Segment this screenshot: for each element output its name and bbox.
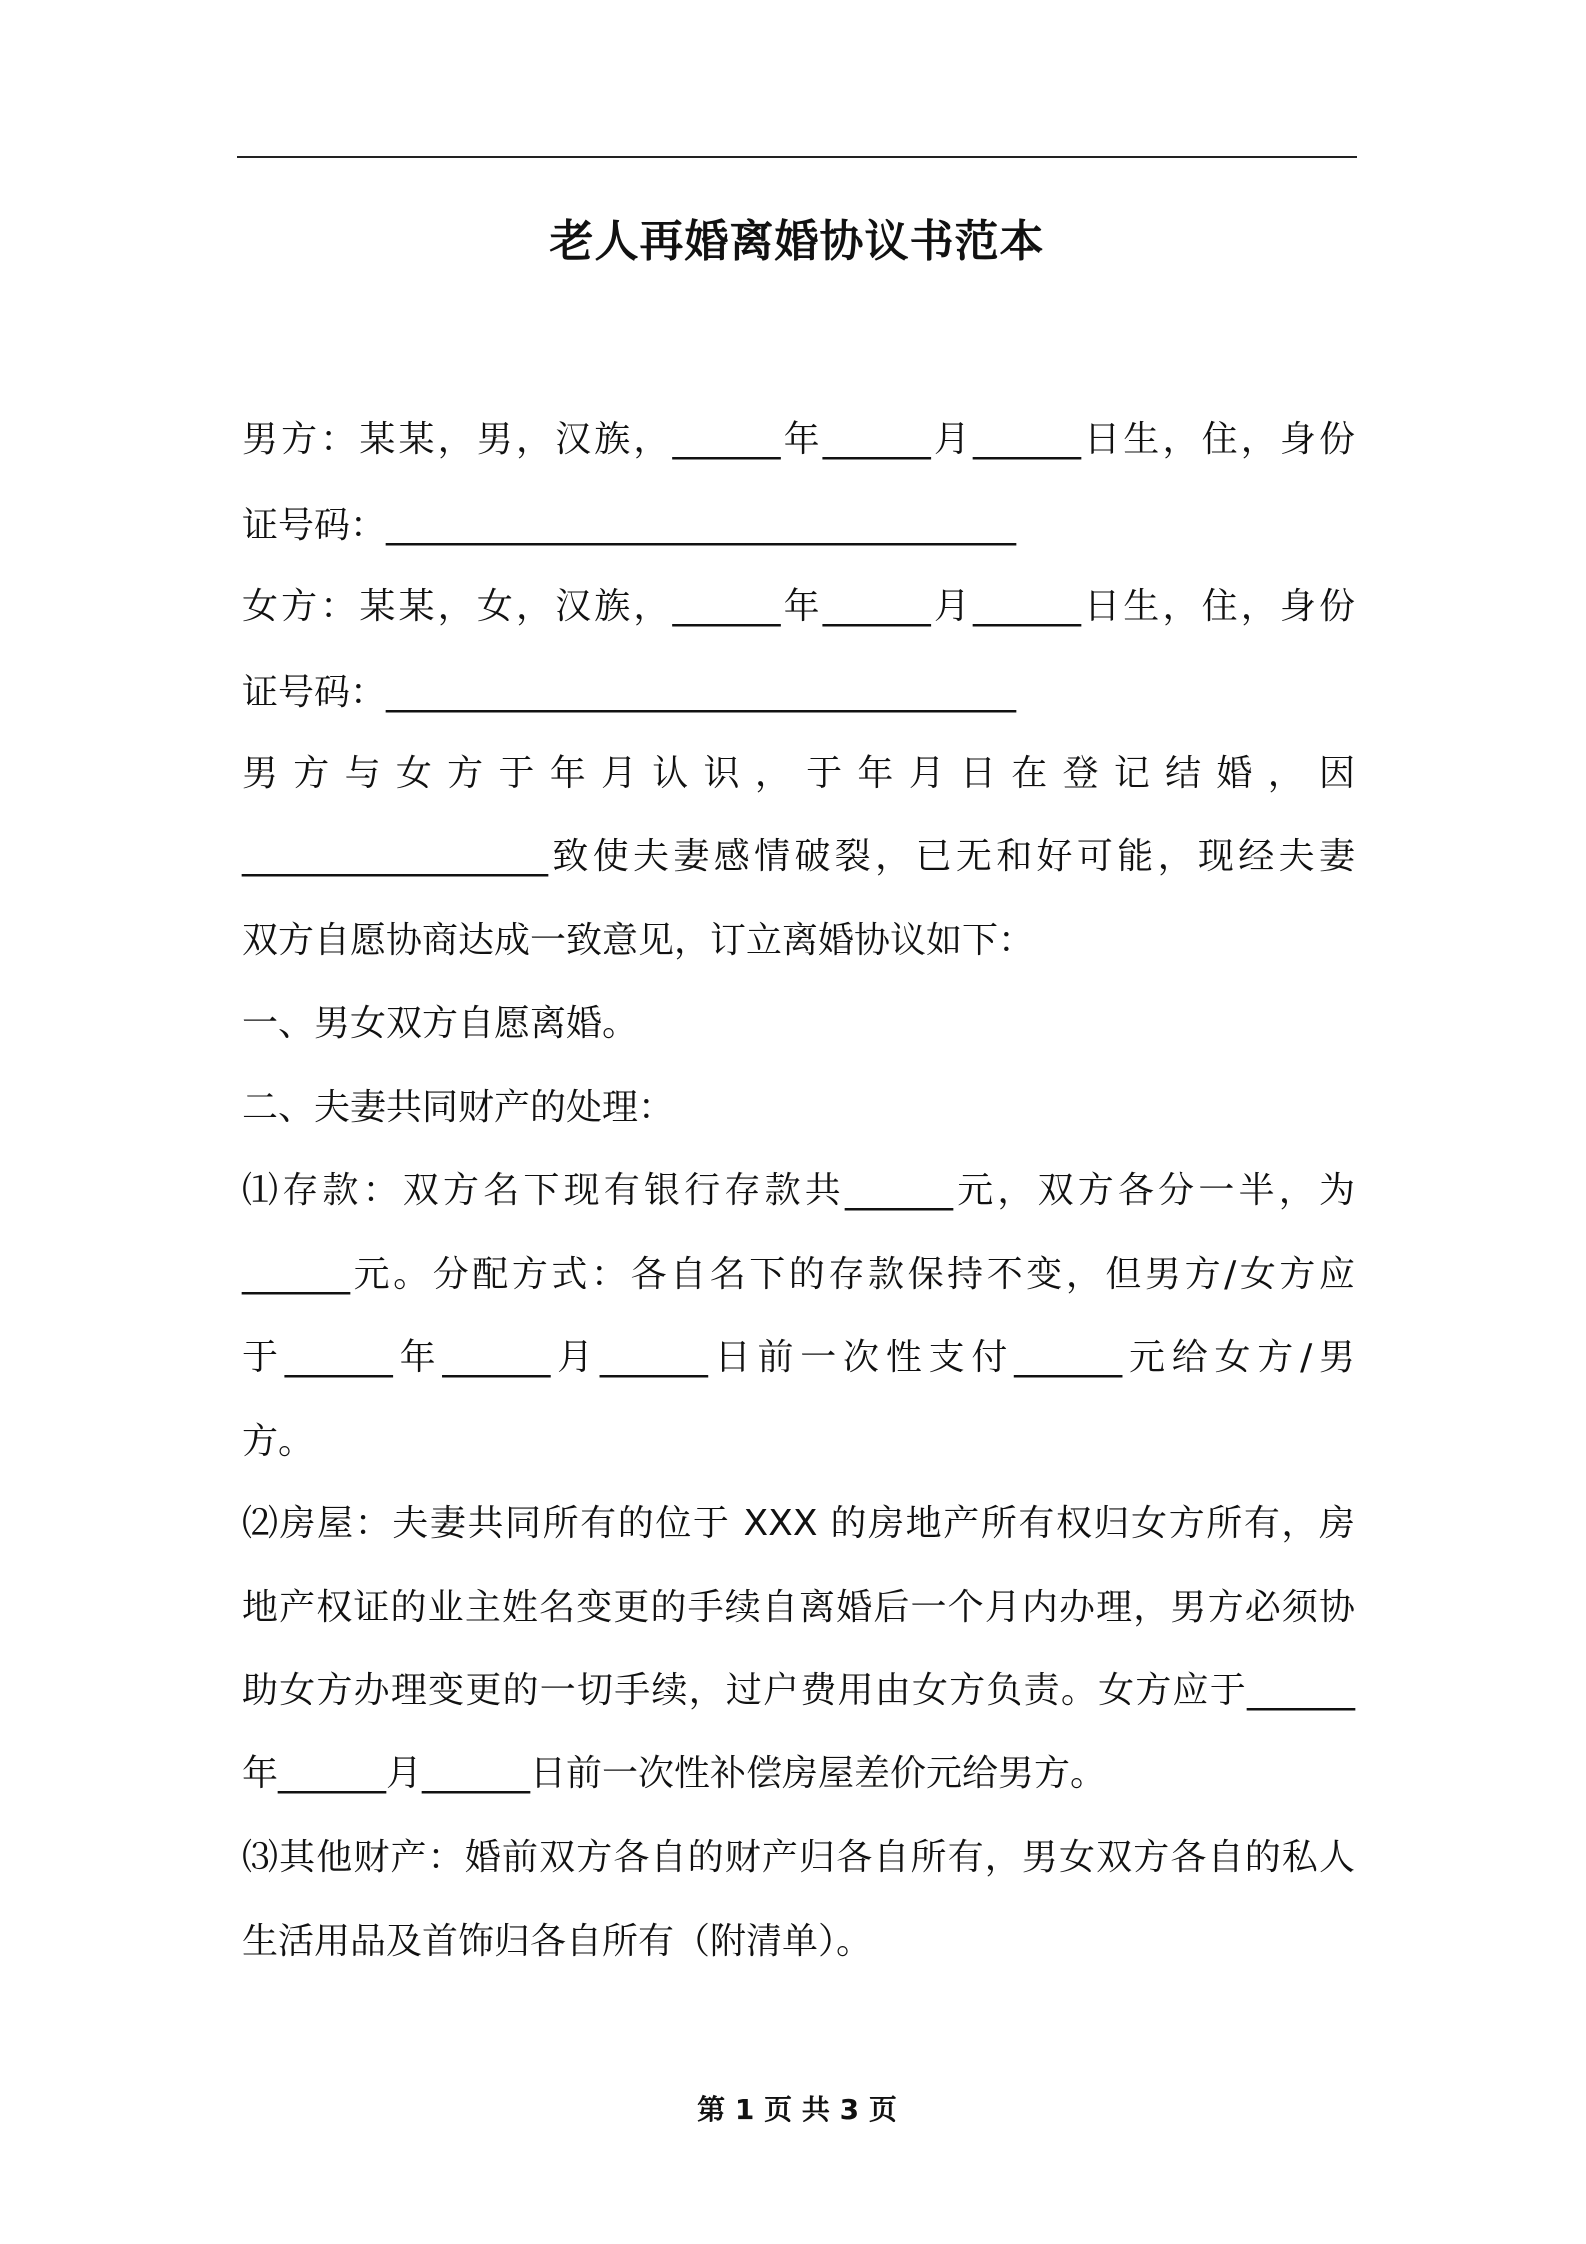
text-line: 助女方办理变更的一切手续，过户费用由女方负责。女方应于______ bbox=[242, 1670, 1355, 1711]
document-title: 老人再婚离婚协议书范本 bbox=[549, 216, 1045, 267]
text-line: 生活用品及首饰归各自所有（附清单）。 bbox=[242, 1921, 873, 1962]
section-heading: 二、夫妻共同财产的处理： bbox=[242, 1087, 675, 1128]
text-line: 地产权证的业主姓名变更的手续自离婚后一个月内办理，男方必须协 bbox=[242, 1587, 1355, 1628]
text-line: 男 方 与 女 方 于 年 月 认 识 ， 于 年 月 日 在 登 记 结 婚 ， 因 bbox=[242, 753, 1355, 794]
text-line: 证号码：___________________________________ bbox=[242, 672, 1017, 713]
text-line: 方。 bbox=[242, 1421, 315, 1462]
text-line: 双方自愿协商达成一致意见，订立离婚协议如下： bbox=[242, 920, 1035, 961]
text-line: 女方：某某，女，汉族，______年______月______日生，住，身份 bbox=[242, 586, 1355, 627]
text-line: 年______月______日前一次性补偿房屋差价元给男方。 bbox=[242, 1753, 1107, 1794]
text-line: ______元。分配方式：各自名下的存款保持不变，但男方/女方应 bbox=[242, 1254, 1355, 1295]
text-line: ⑵房屋：夫妻共同所有的位于 XXX 的房地产所有权归女方所有，房 bbox=[242, 1503, 1355, 1544]
text-line: 男方：某某，男，汉族，______年______月______日生，住，身份 bbox=[242, 419, 1355, 460]
text-line: ⑴存款：双方名下现有银行存款共______元，双方各分一半，为 bbox=[242, 1170, 1355, 1211]
section-heading: 一、男女双方自愿离婚。 bbox=[242, 1003, 639, 1044]
header-rule bbox=[237, 156, 1357, 158]
text-line: ⑶其他财产：婚前双方各自的财产归各自所有，男女双方各自的私人 bbox=[242, 1837, 1355, 1878]
text-line: 证号码：___________________________________ bbox=[242, 505, 1017, 546]
page-number: 第 1 页 共 3 页 bbox=[697, 2093, 897, 2126]
text-line: 于______年______月______日前一次性支付______元给女方/男 bbox=[242, 1337, 1355, 1378]
text-line: _________________致使夫妻感情破裂，已无和好可能，现经夫妻 bbox=[242, 836, 1355, 877]
